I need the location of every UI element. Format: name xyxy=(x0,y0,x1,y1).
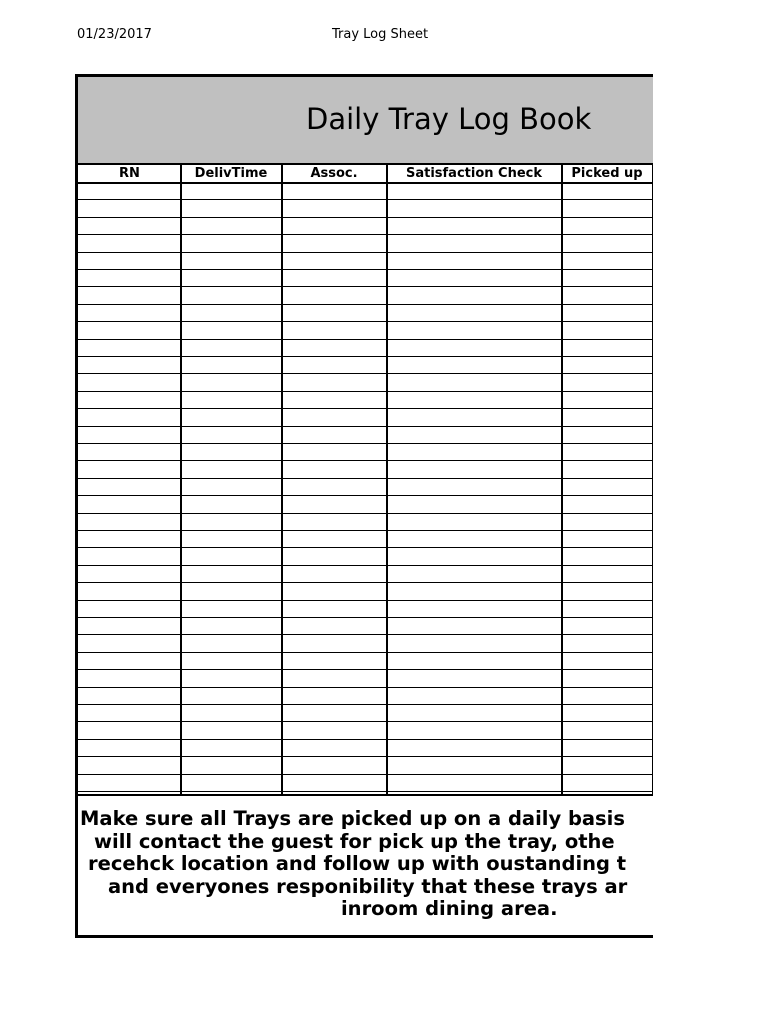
row-divider xyxy=(78,339,653,340)
row-divider xyxy=(78,304,653,305)
row-divider xyxy=(78,565,653,566)
row-divider xyxy=(78,582,653,583)
row-divider xyxy=(78,286,653,287)
column-divider xyxy=(561,165,563,796)
row-divider xyxy=(78,478,653,479)
column-divider xyxy=(386,165,388,796)
row-divider xyxy=(78,547,653,548)
row-divider xyxy=(78,530,653,531)
row-divider xyxy=(78,652,653,653)
row-divider xyxy=(78,669,653,670)
row-divider xyxy=(78,373,653,374)
row-divider xyxy=(78,791,653,792)
row-divider xyxy=(78,704,653,705)
row-divider xyxy=(78,617,653,618)
row-divider xyxy=(78,774,653,775)
row-divider xyxy=(78,756,653,757)
note-line: and everyones responibility that these trays ar xyxy=(108,874,628,898)
column-header-satisfaction-check: Satisfaction Check xyxy=(405,166,543,181)
row-divider xyxy=(78,721,653,722)
row-divider xyxy=(78,460,653,461)
row-divider xyxy=(78,600,653,601)
column-header-rn: RN xyxy=(119,166,140,181)
note-line: will contact the guest for pick up the tray, othe xyxy=(94,829,615,853)
row-divider xyxy=(78,252,653,253)
frame-top-border xyxy=(75,74,653,77)
row-divider xyxy=(78,443,653,444)
row-divider xyxy=(78,234,653,235)
sheet-title: Tray Log Sheet xyxy=(332,27,429,42)
row-divider xyxy=(78,321,653,322)
row-divider xyxy=(78,513,653,514)
row-divider xyxy=(78,356,653,357)
banner-title: Daily Tray Log Book xyxy=(306,102,592,136)
column-divider xyxy=(652,165,653,796)
row-divider xyxy=(78,426,653,427)
row-divider xyxy=(78,408,653,409)
note-line: Make sure all Trays are picked up on a daily basis xyxy=(80,807,625,830)
row-divider xyxy=(78,269,653,270)
row-divider xyxy=(78,739,653,740)
table-bottom-border xyxy=(78,794,653,796)
row-divider xyxy=(78,391,653,392)
instructions-note xyxy=(78,808,653,921)
log-sheet-inner xyxy=(75,74,653,940)
column-header-picked-up: Picked up xyxy=(571,166,643,181)
row-divider xyxy=(78,199,653,200)
column-header-deliv-time: DelivTime xyxy=(194,166,268,181)
header-row-divider xyxy=(78,182,653,184)
row-divider xyxy=(78,634,653,635)
row-divider xyxy=(78,687,653,688)
log-sheet xyxy=(75,74,653,940)
note-line: inroom dining area. xyxy=(341,897,558,920)
column-header-assoc: Assoc. xyxy=(310,166,358,181)
frame-bottom-border xyxy=(75,935,653,938)
title-banner xyxy=(78,77,653,165)
note-line: recehck location and follow up with oustanding t xyxy=(88,852,627,875)
row-divider xyxy=(78,495,653,496)
column-divider xyxy=(180,165,182,796)
print-date: 01/23/2017 xyxy=(77,27,152,42)
column-divider xyxy=(281,165,283,796)
row-divider xyxy=(78,217,653,218)
